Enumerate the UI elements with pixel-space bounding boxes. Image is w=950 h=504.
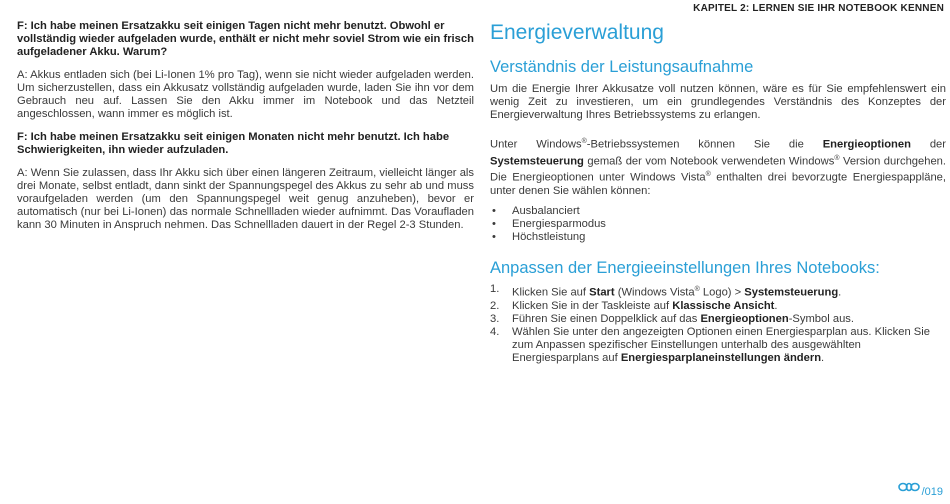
step-number: 2.	[490, 299, 500, 312]
text: gemaß der vom Notebook verwendeten Windows	[583, 155, 835, 168]
text: .	[821, 351, 825, 364]
text: Klicken Sie auf	[512, 286, 590, 299]
text: .	[774, 299, 778, 312]
paragraph-intro: Um die Energie Ihrer Akkusatze voll nutzen können, wäre es für Sie empfehlenswert ein wenig Zeit zu investieren, um ein grundlegendes Verständnis des Konzeptes der Energieverwaltung Ihres Betriebssystems zu erlangen.	[490, 83, 946, 121]
answer-1: A: Akkus entladen sich (bei Li-Ionen 1% pro Tag), wenn sie nicht wieder aufgeladen werden. Um sicherzustellen, dass ein Akkusatz vollständig aufgeladen wurde, laden Sie ihn vor dem Gebrauch neu auf. Lassen Sie den Akku immer im Notebook und das Netzteil angeschlossen, wann immer es möglich ist.	[17, 69, 474, 120]
chapter-header: KAPITEL 2: LERNEN SIE IHR NOTEBOOK KENNEN	[693, 3, 944, 14]
step-2	[490, 300, 946, 313]
text: .	[838, 286, 842, 299]
registered-mark: ®	[705, 171, 711, 179]
list-item: • Energiesparmodus	[490, 218, 946, 231]
text: (Windows Vista	[614, 286, 695, 299]
text: -Betriebssystemen können Sie die	[586, 138, 823, 151]
page-number: /019	[921, 486, 943, 498]
power-management-column	[490, 20, 946, 365]
text: Führen Sie einen Doppelklick auf das	[512, 312, 701, 325]
power-plan-settings-label: Energiesparplaneinstellungen ändern	[620, 351, 822, 364]
page-title: Energieverwaltung	[490, 21, 664, 44]
text: Unter Windows	[490, 138, 582, 151]
step-number: 4.	[490, 325, 500, 338]
steps-list	[490, 283, 946, 365]
text: enthalten drei bevorzugte Energiespарpläne, unter denen Sie wählen können:	[490, 172, 946, 198]
start-label: Start	[589, 286, 615, 299]
list-item: • Höchstleistung	[490, 231, 946, 244]
energy-options-label: Energieoptionen	[822, 138, 911, 151]
text: der	[910, 138, 946, 151]
faq-column	[17, 20, 474, 242]
text: Wählen Sie unter den angezeigten Optionen einen Energiesparplan aus. Klicken Sie zum Anpassen spezifischer Einstellungen unterhalb des ausgewählten Energiesparplans auf	[512, 325, 930, 364]
question-2: F: Ich habe meinen Ersatzakku seit einigen Monaten nicht mehr benutzt. Ich habe Schwierigkeiten, ihn wieder aufzuladen.	[17, 131, 450, 156]
section-heading-adjust-settings: Anpassen der Energieeinstellungen Ihres Notebooks:	[490, 259, 880, 278]
step-number: 3.	[490, 312, 500, 325]
power-plan-list	[490, 205, 946, 244]
text: Version durchgehen. Die Energieoptionen unter Windows Vista	[490, 155, 947, 185]
text: Logo) >	[699, 286, 745, 299]
control-panel-label: Systemsteuerung	[490, 155, 584, 168]
list-item: • Ausbalanciert	[490, 205, 946, 218]
step-number: 1.	[490, 283, 500, 296]
control-panel-label: Systemsteuerung	[744, 286, 839, 299]
classic-view-label: Klassische Ansicht	[672, 299, 775, 312]
text: Klicken Sie in der Taskleiste auf	[512, 299, 673, 312]
registered-mark: ®	[834, 154, 840, 162]
registered-mark: ®	[694, 286, 700, 294]
text: -Symbol aus.	[788, 312, 854, 325]
step-1	[490, 283, 946, 300]
section-heading-power-consumption: Verständnis der Leistungsaufnahme	[490, 58, 754, 76]
answer-2: A: Wenn Sie zulassen, dass Ihr Akku sich über einen längeren Zeitraum, vielleicht länger als drei Monate, selbst entladt, dann sinkt der Spannungspegel des Akkus zu sehr ab und muss voraufgeladen werden (um den Spannungspegel weit genug anzuheben), bevor er automatisch (nur bei Li-Ionen) das normale Schnellladen wieder aufnimmt. Das Voraufladen kann 30 Minuten in Anspruch nehmen. Das Schnellladen dauert in der Regel 2-3 Stunden.	[17, 167, 474, 231]
alienware-logo-icon	[898, 482, 920, 492]
question-1: F: Ich habe meinen Ersatzakku seit einigen Tagen nicht mehr benutzt. Obwohl er vollständig wieder aufgeladen wurde, enthält er nicht mehr soviel Strom wie ein frisch aufgeladener Akku. Warum?	[17, 20, 474, 58]
registered-mark: ®	[581, 138, 587, 145]
energy-options-label: Energieoptionen	[700, 312, 789, 325]
paragraph-energy-options	[490, 135, 946, 198]
step-3	[490, 313, 946, 326]
step-4	[490, 326, 946, 365]
